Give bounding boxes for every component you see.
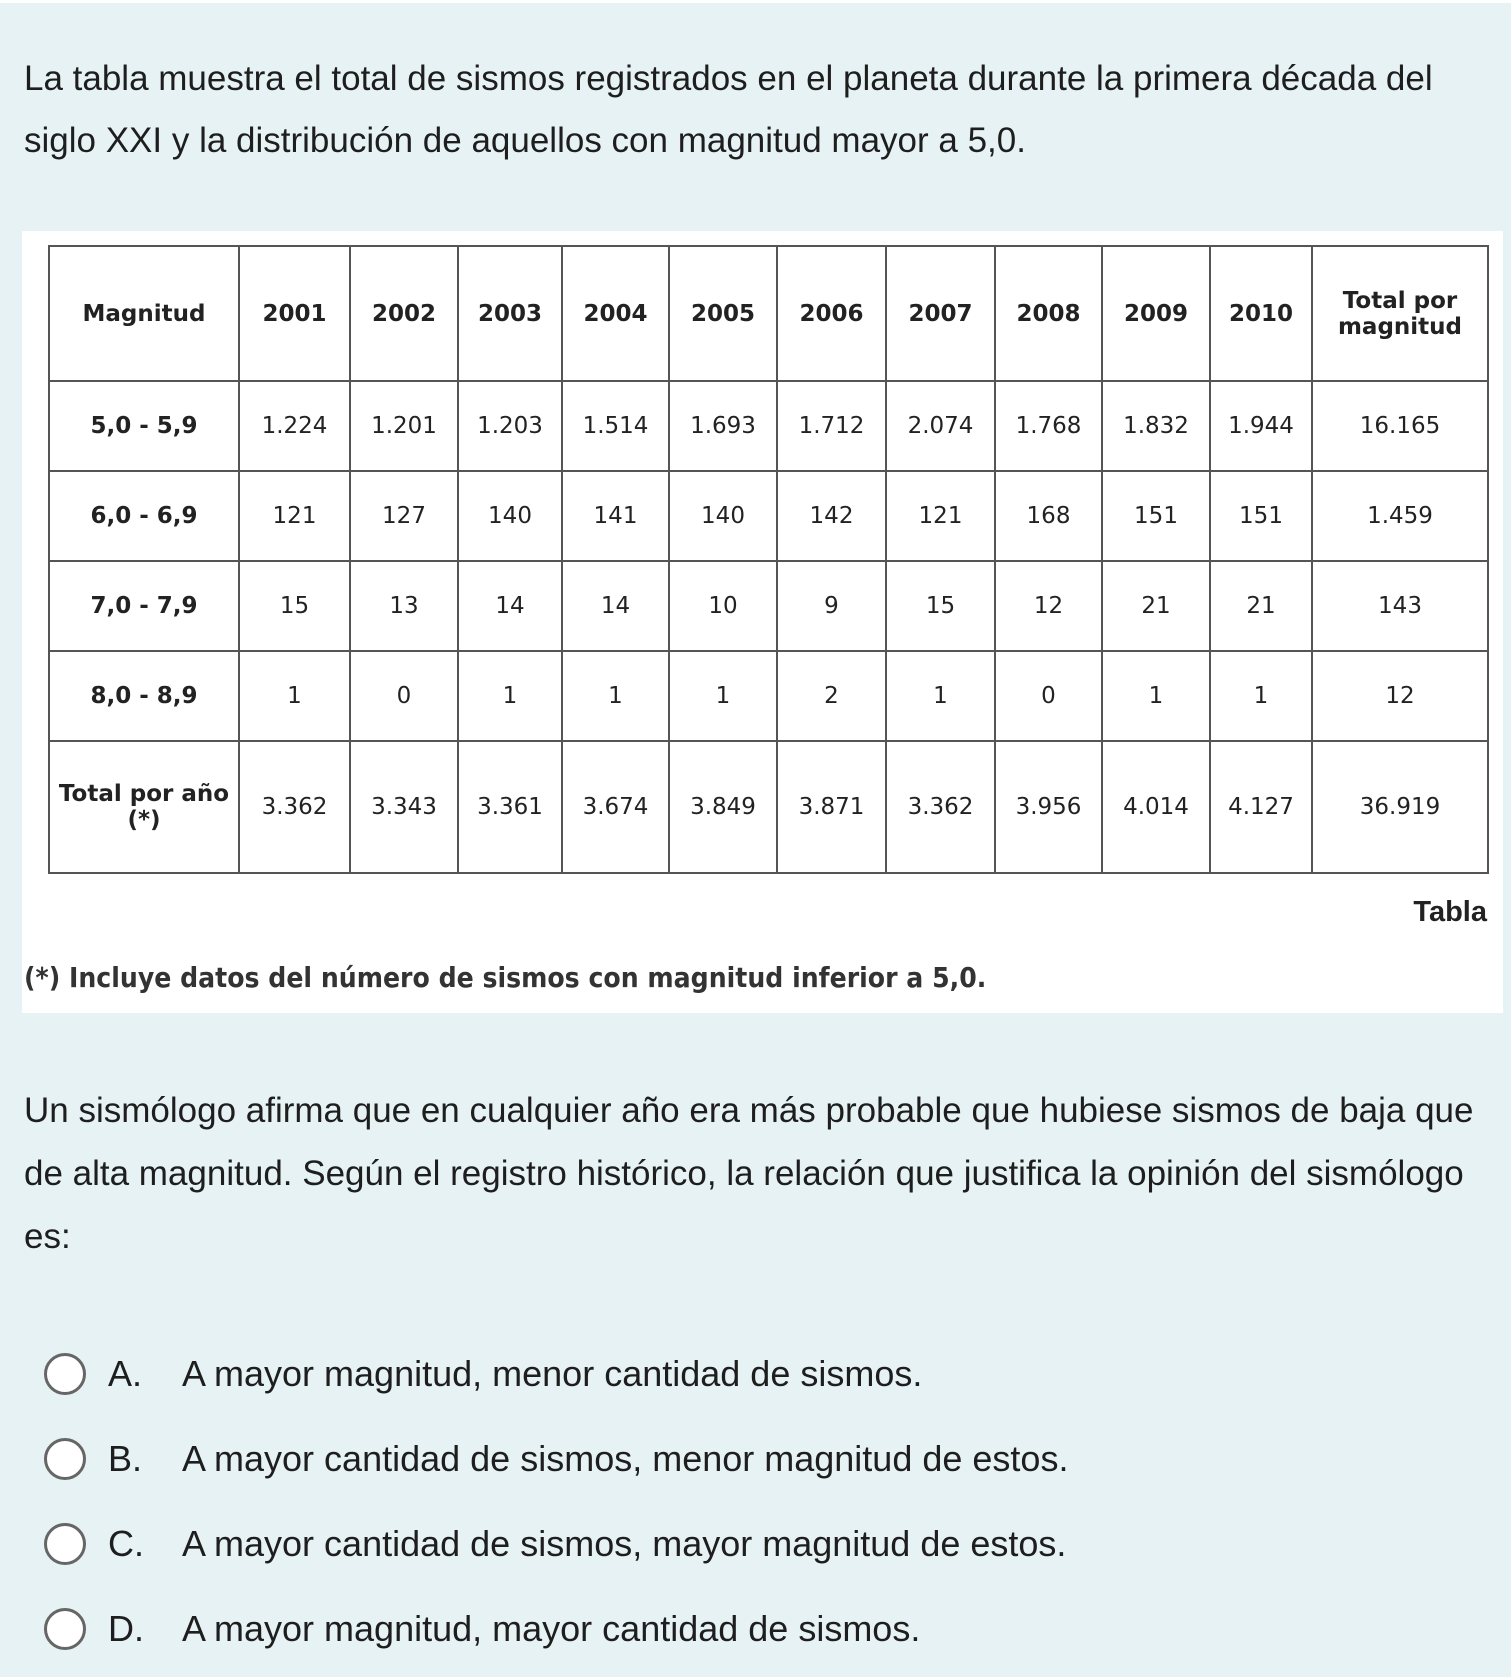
table-cell: 140	[458, 471, 562, 561]
radio-button[interactable]	[44, 1438, 86, 1480]
table-cell: 127	[350, 471, 458, 561]
option-a[interactable]	[44, 1353, 922, 1395]
option-d[interactable]	[44, 1608, 920, 1650]
table-cell: 10	[669, 561, 777, 651]
table-cell: 0	[995, 651, 1102, 741]
table-cell: 3.674	[562, 741, 669, 873]
table-cell: 2.074	[886, 381, 995, 471]
table-cell: 16.165	[1312, 381, 1488, 471]
table-cell: 143	[1312, 561, 1488, 651]
column-header: 2006	[777, 246, 886, 381]
table-header-row	[49, 246, 1488, 381]
table-row	[49, 471, 1488, 561]
row-label: 5,0 - 5,9	[49, 381, 239, 471]
column-header: 2009	[1102, 246, 1210, 381]
table-row	[49, 561, 1488, 651]
column-header: 2005	[669, 246, 777, 381]
table-cell: 1.224	[239, 381, 350, 471]
table-cell: 14	[458, 561, 562, 651]
top-divider	[0, 0, 1511, 3]
table-cell: 1	[239, 651, 350, 741]
table-cell: 151	[1102, 471, 1210, 561]
table-cell: 3.362	[239, 741, 350, 873]
option-text: A mayor magnitud, mayor cantidad de sismos.	[182, 1608, 921, 1649]
table-cell: 1	[562, 651, 669, 741]
table-cell: 121	[239, 471, 350, 561]
table-cell: 2	[777, 651, 886, 741]
table-cell: 121	[886, 471, 995, 561]
option-text: A mayor magnitud, menor cantidad de sismos.	[182, 1353, 923, 1394]
table-cell: 151	[1210, 471, 1312, 561]
table-cell: 1	[669, 651, 777, 741]
option-letter: C.	[108, 1523, 144, 1564]
option-c[interactable]	[44, 1523, 1066, 1565]
table-cell: 12	[995, 561, 1102, 651]
row-label: 8,0 - 8,9	[49, 651, 239, 741]
earthquake-table	[48, 245, 1489, 874]
option-letter: B.	[108, 1438, 143, 1479]
column-header: 2004	[562, 246, 669, 381]
column-header: 2003	[458, 246, 562, 381]
column-header: 2008	[995, 246, 1102, 381]
question-text: Un sismólogo afirma que en cualquier año era más probable que hubiese sismos de baja que de alta magnitud. Según el registro histórico, la relación que justifica la opinión del sismólogo es:	[24, 1091, 1474, 1256]
table-cell: 13	[350, 561, 458, 651]
row-label: 6,0 - 6,9	[49, 471, 239, 561]
table-cell: 1.832	[1102, 381, 1210, 471]
table-cell: 14	[562, 561, 669, 651]
table-cell: 1.201	[350, 381, 458, 471]
table-cell: 1.203	[458, 381, 562, 471]
table-cell: 3.343	[350, 741, 458, 873]
option-letter: D.	[108, 1608, 144, 1649]
table-cell: 1	[886, 651, 995, 741]
table-cell: 0	[350, 651, 458, 741]
row-label: 7,0 - 7,9	[49, 561, 239, 651]
table-row	[49, 651, 1488, 741]
table-cell: 142	[777, 471, 886, 561]
table-cell: 1.712	[777, 381, 886, 471]
table-cell: 1.944	[1210, 381, 1312, 471]
table-cell: 1.693	[669, 381, 777, 471]
table-cell: 4.014	[1102, 741, 1210, 873]
column-header: 2001	[239, 246, 350, 381]
table-cell: 3.871	[777, 741, 886, 873]
table-cell: 1.514	[562, 381, 669, 471]
table-cell: 15	[239, 561, 350, 651]
table-cell: 1	[458, 651, 562, 741]
table-cell: 15	[886, 561, 995, 651]
table-cell: 168	[995, 471, 1102, 561]
table-figure	[22, 231, 1503, 1013]
table-cell: 1.768	[995, 381, 1102, 471]
table-cell: 9	[777, 561, 886, 651]
column-header: 2002	[350, 246, 458, 381]
intro-text: La tabla muestra el total de sismos registrados en el planeta durante la primera década del siglo XXI y la distribución de aquellos con magnitud mayor a 5,0.	[24, 59, 1433, 160]
column-header: Total por magnitud	[1312, 246, 1488, 381]
table-cell: 3.956	[995, 741, 1102, 873]
row-label: Total por año (*)	[49, 741, 239, 873]
column-header: 2010	[1210, 246, 1312, 381]
table-cell: 1.459	[1312, 471, 1488, 561]
option-letter: A.	[108, 1353, 143, 1394]
table-cell: 3.849	[669, 741, 777, 873]
radio-button[interactable]	[44, 1353, 86, 1395]
radio-button[interactable]	[44, 1608, 86, 1650]
table-footnote: (*) Incluye datos del número de sismos con magnitud inferior a 5,0.	[24, 961, 987, 994]
table-cell: 36.919	[1312, 741, 1488, 873]
table-cell: 4.127	[1210, 741, 1312, 873]
table-cell: 1	[1102, 651, 1210, 741]
table-caption: Tabla	[1413, 896, 1487, 928]
table-cell: 21	[1102, 561, 1210, 651]
table-cell: 140	[669, 471, 777, 561]
option-text: A mayor cantidad de sismos, menor magnitud de estos.	[182, 1438, 1069, 1479]
table-cell: 3.362	[886, 741, 995, 873]
table-cell: 12	[1312, 651, 1488, 741]
table-cell: 141	[562, 471, 669, 561]
table-cell: 21	[1210, 561, 1312, 651]
table-cell: 1	[1210, 651, 1312, 741]
column-header: 2007	[886, 246, 995, 381]
table-cell: 3.361	[458, 741, 562, 873]
option-text: A mayor cantidad de sismos, mayor magnitud de estos.	[182, 1523, 1067, 1564]
option-b[interactable]	[44, 1438, 1068, 1480]
table-row	[49, 381, 1488, 471]
radio-button[interactable]	[44, 1523, 86, 1565]
column-header: Magnitud	[49, 246, 239, 381]
table-row	[49, 741, 1488, 873]
